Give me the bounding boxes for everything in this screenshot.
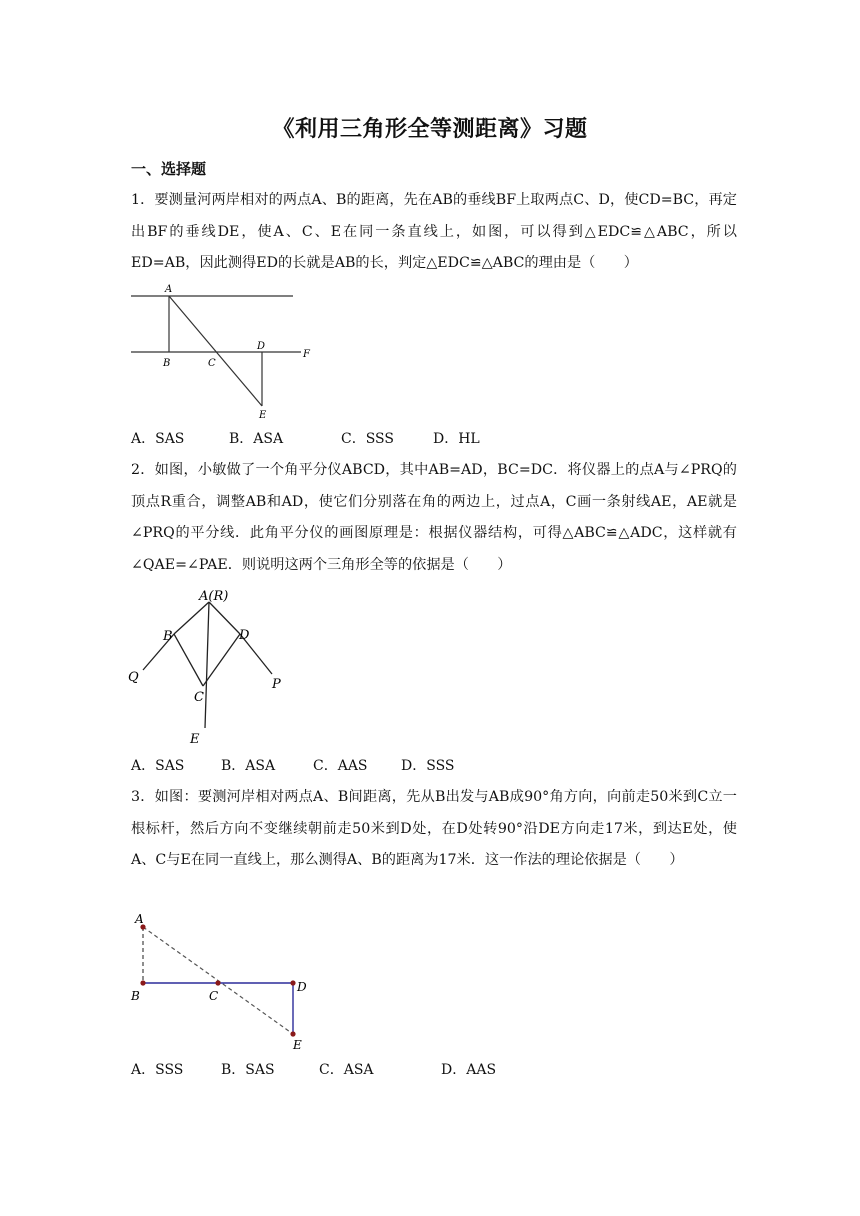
page-title: 《利用三角形全等测距离》习题 bbox=[272, 117, 588, 142]
question-2-figure bbox=[125, 586, 295, 746]
fig3-label-a: A bbox=[135, 912, 144, 926]
q3-choice-a[interactable]: A．SSS bbox=[131, 1062, 184, 1078]
q1-choice-d[interactable]: D．HL bbox=[433, 431, 480, 447]
q3-choice-c[interactable]: C．ASA bbox=[319, 1062, 374, 1078]
fig3-label-b: B bbox=[131, 989, 140, 1003]
question-3-stem: 3．如图：要测河岸相对两点A、B间距离，先从B出发与AB成90°角方向，向前走50米到C立一根标杆，然后方向不变继续朝前走50米到D处，在D处转90°沿DE方向走17米，到达E处，使A、C与E在同一直线上，那么测得A、B的距离为17米．这一作法的理论依据是（ ） bbox=[131, 789, 737, 868]
question-1-figure bbox=[125, 282, 325, 422]
question-2-stem: 2．如图，小敏做了一个角平分仪ABCD，其中AB=AD，BC=DC．将仪器上的点A与∠PRQ的顶点R重合，调整AB和AD，使它们分别落在角的两边上，过点A，C画一条射线AE，AE就是∠PRQ的平分线．此角平分仪的画图原理是：根据仪器结构，可得△ABC≌△ADC，这样就有∠QAE=∠PAE．则说明这两个三角形全等的依据是（ ） bbox=[131, 462, 737, 573]
question-1-stem: 1．要测量河两岸相对的两点A、B的距离，先在AB的垂线BF上取两点C、D，使CD=BC，再定出BF的垂线DE，使A、C、E在同一条直线上，如图，可以得到△EDC≌△ABC，所以ED=AB，因此测得ED的长就是AB的长，判定△EDC≌△ABC的理由是（ ） bbox=[131, 192, 737, 271]
fig3-label-d: D bbox=[297, 980, 307, 994]
fig1-label-f: F bbox=[303, 349, 310, 360]
q2-choice-c[interactable]: C．AAS bbox=[313, 758, 368, 774]
question-3-figure bbox=[125, 907, 325, 1052]
q3-choice-d[interactable]: D．AAS bbox=[441, 1062, 497, 1078]
fig2-label-b: B bbox=[163, 629, 173, 644]
q1-choice-b[interactable]: B．ASA bbox=[229, 431, 284, 447]
fig2-label-p: P bbox=[272, 677, 281, 692]
fig2-label-e: E bbox=[190, 732, 200, 746]
q1-choice-a[interactable]: A．SAS bbox=[131, 431, 185, 447]
q1-choice-c[interactable]: C．SSS bbox=[341, 431, 394, 447]
q2-choice-d[interactable]: D．SSS bbox=[401, 758, 455, 774]
fig1-label-a: A bbox=[165, 284, 173, 295]
fig3-label-c: C bbox=[209, 989, 219, 1003]
q3-choice-b[interactable]: B．SAS bbox=[221, 1062, 275, 1078]
fig1-label-b: B bbox=[163, 358, 171, 369]
fig1-label-d: D bbox=[257, 341, 266, 352]
fig2-label-ar: A(R) bbox=[199, 589, 229, 604]
q2-choice-b[interactable]: B．ASA bbox=[221, 758, 276, 774]
fig3-label-e: E bbox=[293, 1038, 302, 1052]
fig2-label-d: D bbox=[239, 628, 250, 643]
q2-choice-a[interactable]: A．SAS bbox=[131, 758, 185, 774]
section-heading: 一、选择题 bbox=[131, 160, 207, 178]
fig1-label-e: E bbox=[259, 410, 267, 421]
fig2-label-q: Q bbox=[128, 670, 139, 685]
fig2-label-c: C bbox=[194, 690, 204, 705]
fig1-label-c: C bbox=[208, 358, 216, 369]
